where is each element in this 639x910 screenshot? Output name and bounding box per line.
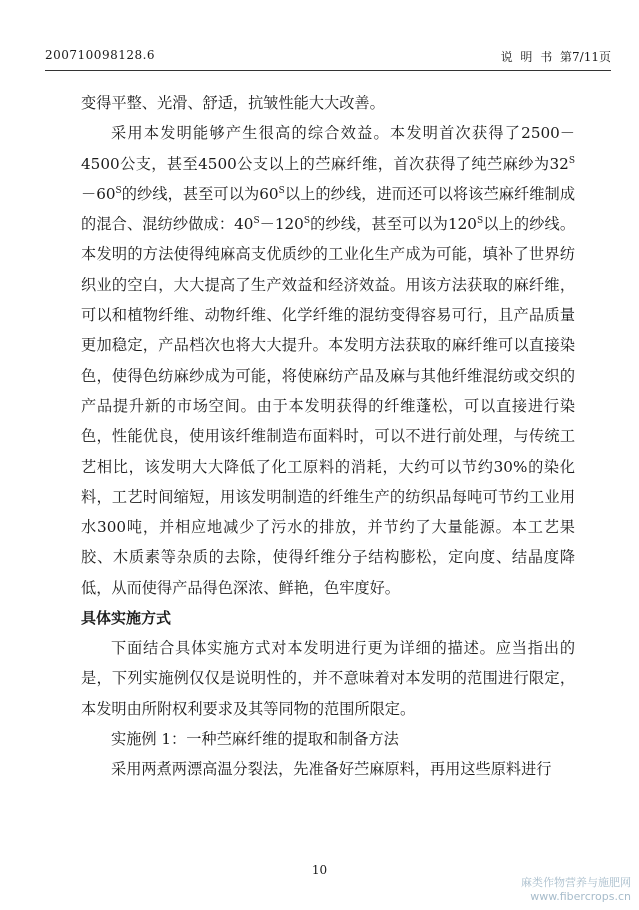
page-number: 10 <box>311 863 328 877</box>
superscript: S <box>115 185 122 196</box>
watermark-line2: www.fibercrops.cn <box>530 890 631 903</box>
superscript: S <box>253 216 260 227</box>
example-title: 实施例 1：一种苎麻纤维的提取和制备方法 <box>111 729 399 748</box>
page-header <box>45 48 611 68</box>
header-right <box>501 48 611 65</box>
watermark-line1: 麻类作物营养与施肥网 <box>521 876 631 889</box>
page-info: 第7/11页 <box>560 50 611 64</box>
superscript: S <box>303 216 310 227</box>
superscript: S <box>476 216 484 227</box>
paragraph-benefits: 采用本发明能够产生很高的综合效益。本发明首次获得了2500－4500公支，甚至4500公支以上的苎麻纤维，首次获得了纯苎麻纱为$32^S-60^S$的纱线，甚至可以为$60^S$以上的纱线，进而还可以将该苎麻纤维制成的混合、混纺纱做成：$40^S-120^S$的纱线，甚至可以为$120^S$以上的纱线。本发明的方法使得纯麻高支优质纱的工业化生产成为可能，填补了世界纺织业的空白，大大提高了生产效益和经济效益。用该方法获取的麻纤维，可以和植物纤维、动物纤维、化学纤维的混纺变得容易可行，且产品质量更加稳定，产品档次也将大大提升。本发明方法获取的麻纤维可以直接染色，使得色纺麻纱成为可能，将使麻纺产品及麻与其他纤维混纺或交织的产品提升新的市场空间。由于本发明获得的纤维蓬松，可以直接进行染色，性能优良，使用该纤维制造布面料时，可以不进行前处理，与传统工艺相比，该发明大大降低了化工原料的消耗，大约可以节约30%的染化料，工艺时间缩短，用该发明制造的纤维生产的纺织品每吨可节约工业用水300吨，并相应地减少了污水的排放，并节约了大量能源。本工艺果胶、木质素等杂质的去除，使得纤维分子结构膨松，定向度、结晶度降低，从而使得产品得色深浓、鲜艳，色牢度好。 <box>81 124 576 597</box>
watermark <box>521 876 631 904</box>
paragraph-example: 采用两煮两漂高温分裂法，先准备好苎麻原料，再用这些原料进行 <box>111 760 552 779</box>
paragraph-continued: 变得平整、光滑、舒适，抗皱性能大大改善。 <box>81 94 385 112</box>
document-type: 说 明 书 <box>500 50 553 64</box>
document-body <box>81 88 575 785</box>
paragraph-intro: 下面结合具体实施方式对本发明进行更为详细的描述。应当指出的是，下列实施例仅仅是说明性的，并不意味着对本发明的范围进行限定，本发明由所附权利要求及其等同物的范围所限定。 <box>81 639 575 718</box>
application-number: 200710098128.6 <box>45 48 156 62</box>
superscript: S <box>278 185 285 196</box>
section-heading: 具体实施方式 <box>81 609 172 628</box>
header-rule <box>45 70 611 71</box>
superscript: S <box>568 155 575 166</box>
